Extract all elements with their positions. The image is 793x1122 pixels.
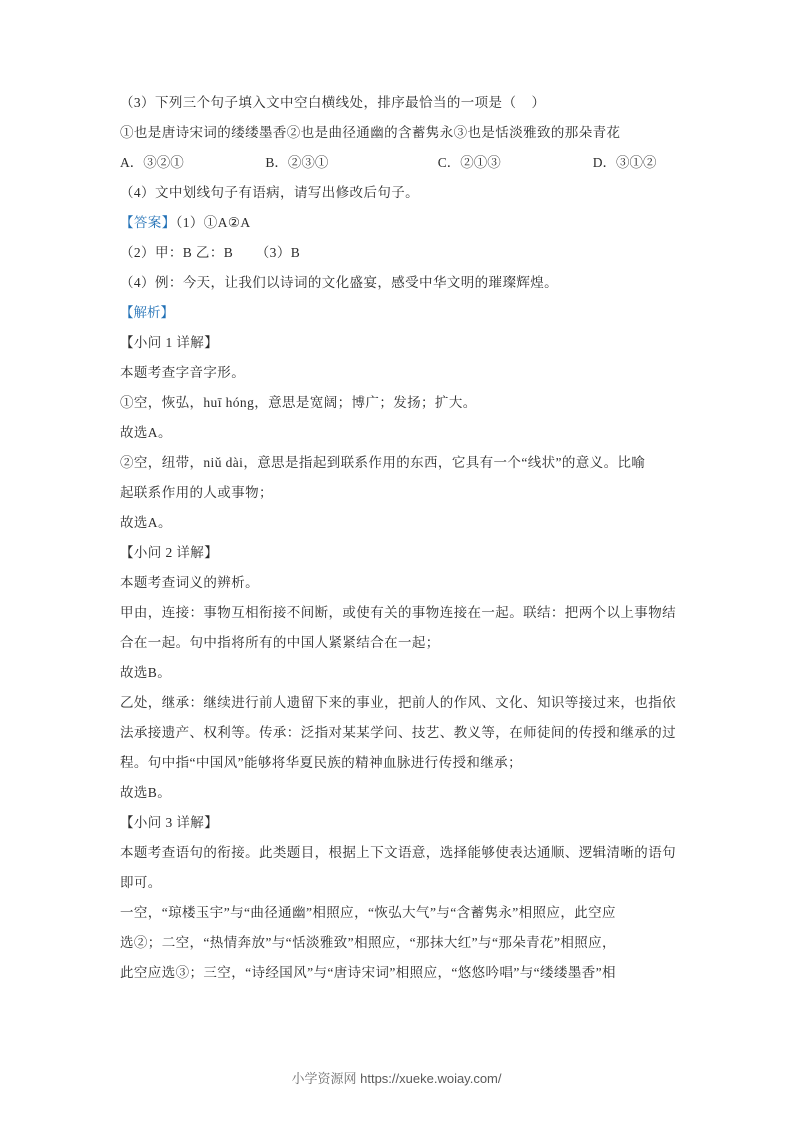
question-3-items: ①也是唐诗宋词的缕缕墨香②也是曲径通幽的含蓄隽永③也是恬淡雅致的那朵青花 [120,125,621,140]
detail-2-line-4: 故选B。 [120,665,172,680]
detail-1-line-6: 故选A。 [120,515,172,530]
answer-1-text: （1）①A②A [175,215,251,230]
detail-3-line-2: 即可。 [120,875,162,890]
question-3-options [120,148,680,178]
detail-2-line-7: 程。句中指“中国风”能够将华夏民族的精神血脉进行传授和继承； [120,755,522,770]
detail-2-line-3: 合在一起。句中指将所有的中国人紧紧结合在一起； [120,635,440,650]
detail-3-line-5: 此空应选③；三空，“诗经国风”与“唐诗宋词”相照应，“悠悠吟唱”与“缕缕墨香”相 [120,965,616,980]
detail-1-line-3: 故选A。 [120,425,172,440]
detail-3-line-3: 一空，“琼楼玉宇”与“曲径通幽”相照应，“恢弘大气”与“含蓄隽永”相照应，此空应 [120,905,616,920]
answer-block-line-3: （4）例：今天，让我们以诗词的文化盛宴，感受中华文明的璀璨辉煌。 [120,275,559,290]
detail-2-line-1: 本题考查词义的辨析。 [120,575,259,590]
detail-2-line-2: 甲由，连接：事物互相衔接不间断，或使有关的事物连接在一起。联结：把两个以上事物结 [120,605,676,620]
option-a[interactable]: A．③②① [120,155,184,170]
detail-1-line-4: ②空，纽带，niǔ dài，意思是指起到联系作用的东西，它具有一个“线状”的意义。比喻 [120,455,646,470]
detail-2-line-5: 乙处，继承：继续进行前人遗留下来的事业，把前人的作风、文化、知识等接过来，也指依 [120,695,676,710]
detail-1-line-1: 本题考查字音字形。 [120,365,246,380]
analysis-label: 【解析】 [120,305,174,320]
footer-brand: 小学资源网 [291,1071,357,1086]
option-b[interactable]: B．②③① [265,155,329,170]
detail-2-line-6: 法承接遗产、权利等。传承：泛指对某某学问、技艺、教义等，在师徒间的传授和继承的过 [120,725,676,740]
footer-watermark [0,1068,793,1087]
detail-1-line-2: ①空，恢弘，huī hóng，意思是宽阔；博广；发扬；扩大。 [120,395,477,410]
detail-1-line-5: 起联系作用的人或事物； [120,485,273,500]
answer-block-line-2: （2）甲：B 乙：B （3）B [120,245,301,260]
option-c[interactable]: C．②①③ [437,155,501,170]
question-3-stem: （3）下列三个句子填入文中空白横线处，排序最恰当的一项是（ ） [120,95,546,110]
detail-3-line-1: 本题考查语句的衔接。此类题目，根据上下文语意，选择能够使表达通顺、逻辑清晰的语句 [120,845,676,860]
answer-label: 【答案】 [120,215,176,230]
document-body [120,88,680,988]
detail-1-title: 【小问 1 详解】 [120,335,219,350]
detail-2-line-8: 故选B。 [120,785,172,800]
footer-url[interactable]: https://xueke.woiay.com/ [360,1071,502,1086]
answer-block-line-1 [120,208,680,238]
detail-2-title: 【小问 2 详解】 [120,545,219,560]
option-d[interactable]: D．③①② [592,155,657,170]
detail-3-title: 【小问 3 详解】 [120,815,219,830]
question-4-stem: （4）文中划线句子有语病，请写出修改后句子。 [120,185,420,200]
detail-3-line-4: 选②；二空，“热情奔放”与“恬淡雅致”相照应，“那抹大红”与“那朵青花”相照应， [120,935,616,950]
